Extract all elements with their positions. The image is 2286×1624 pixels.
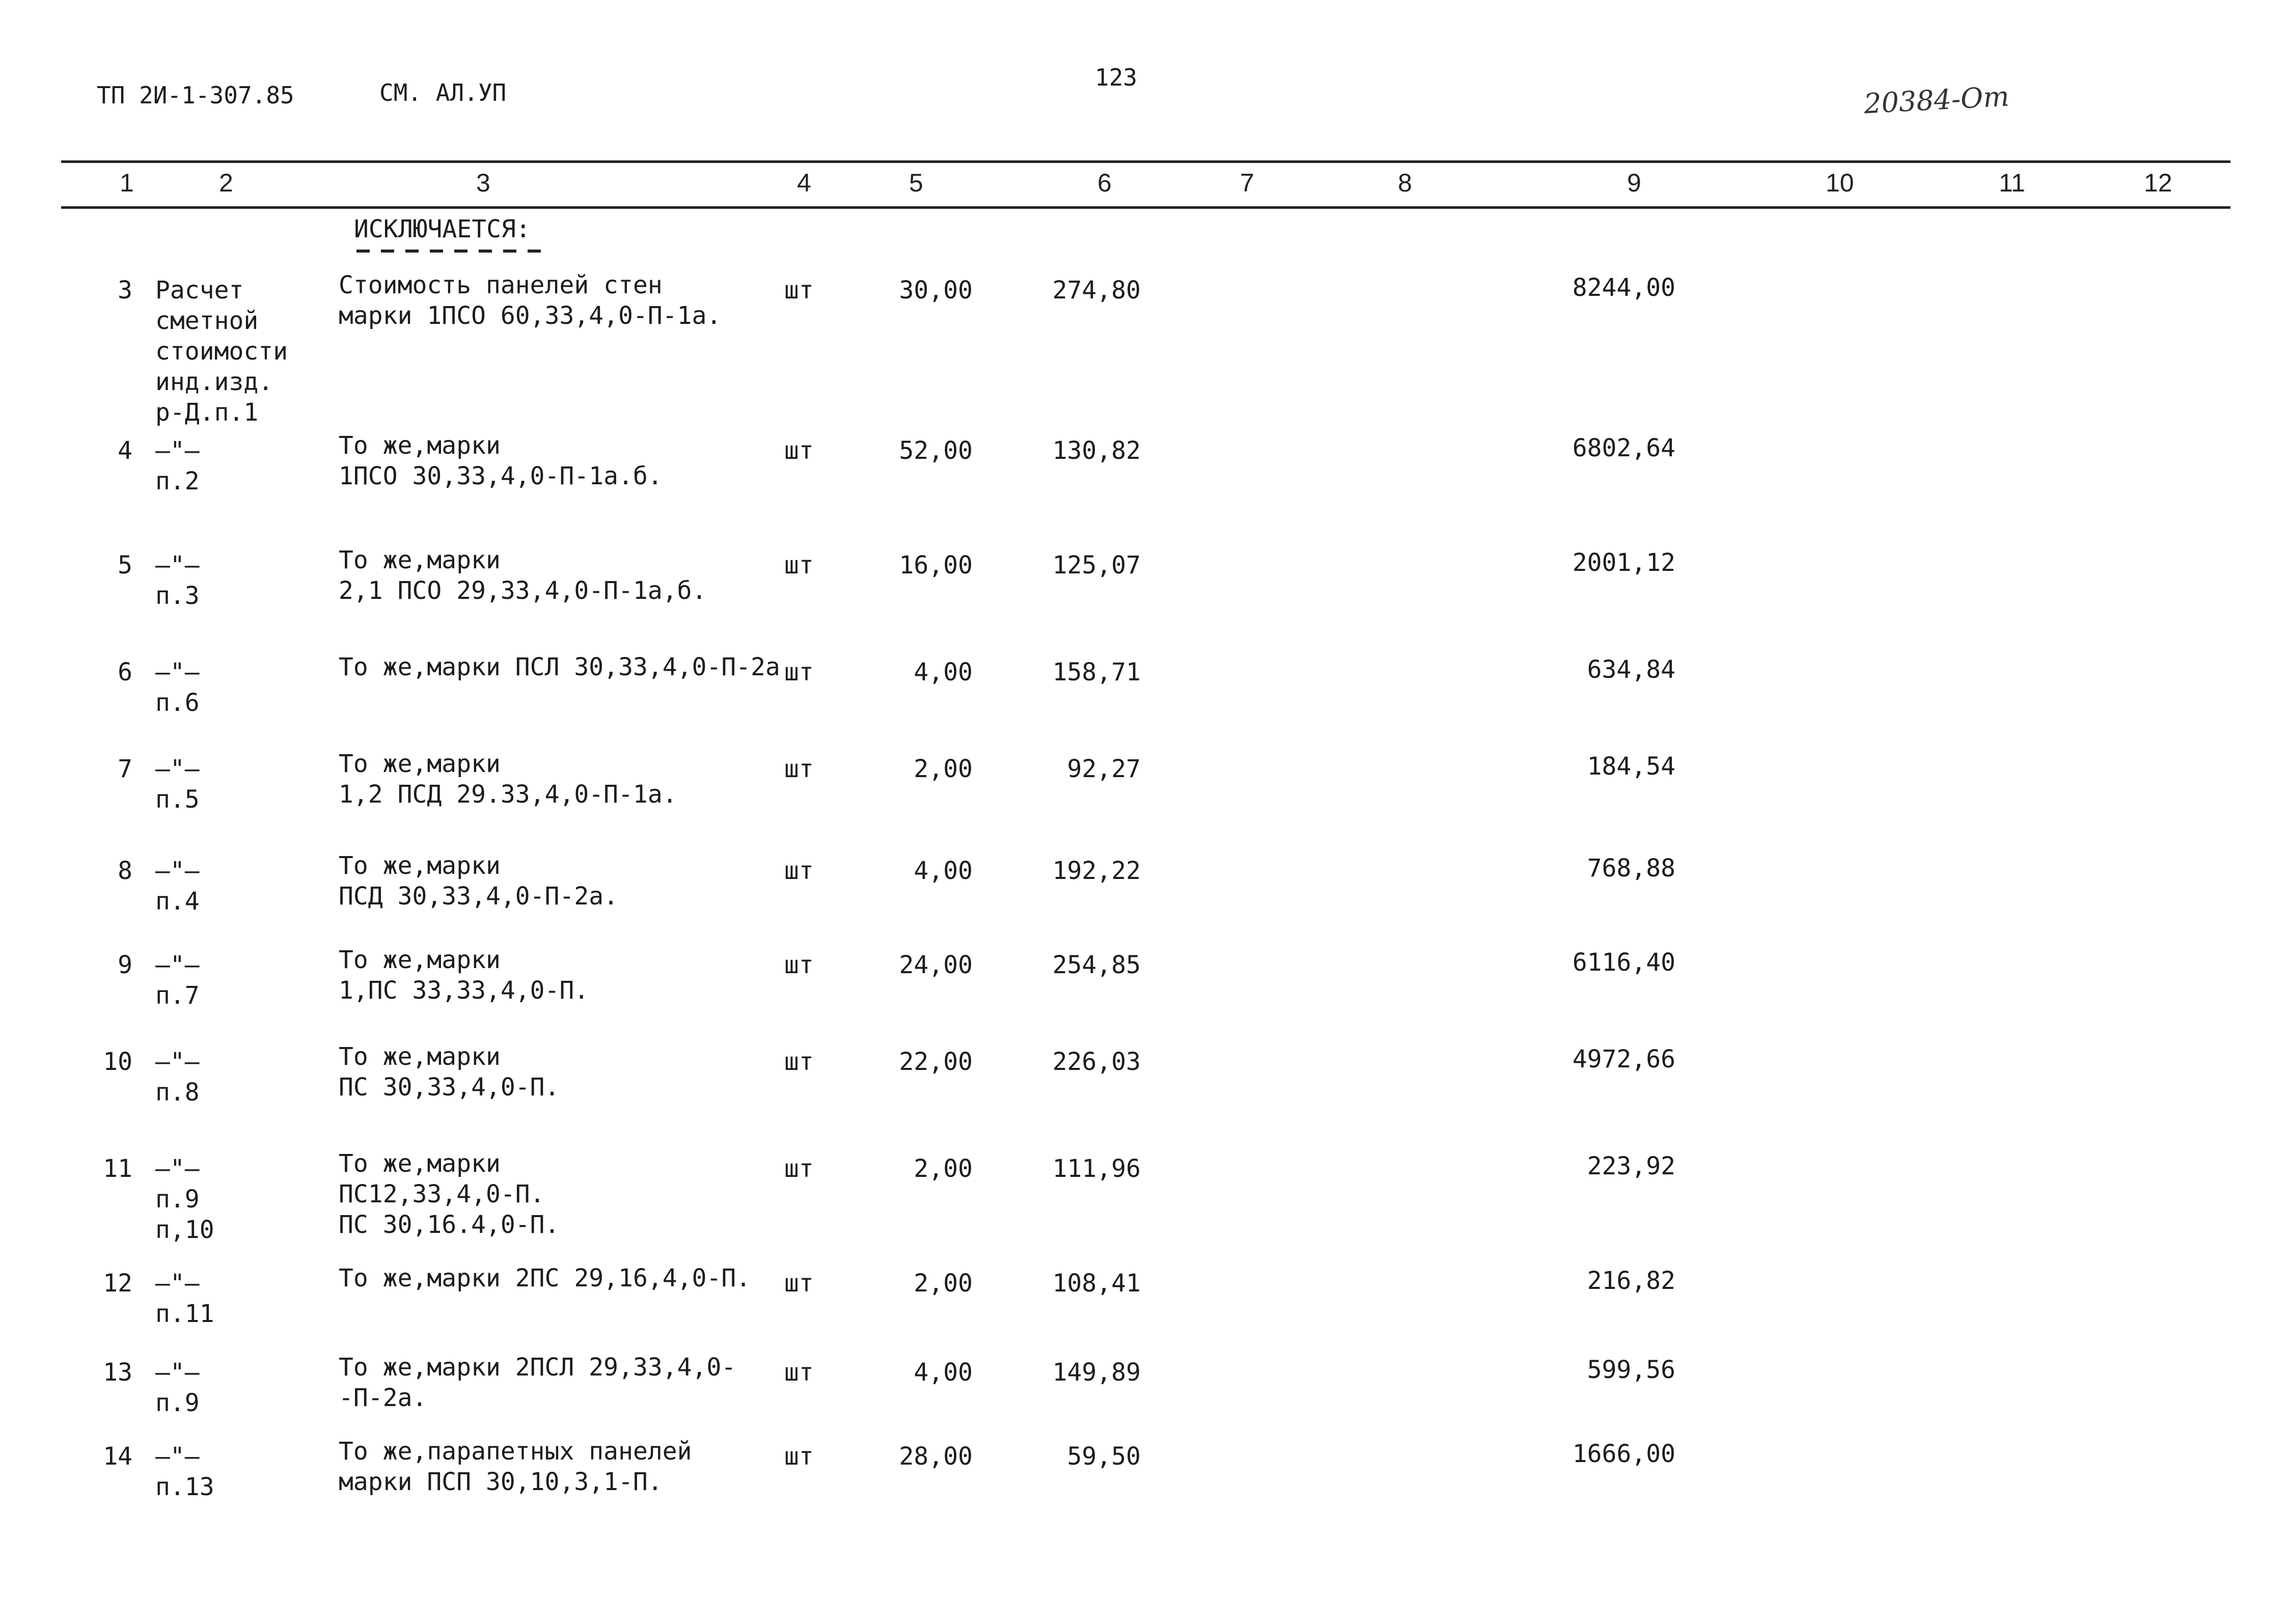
row-total: 634,84 [1587,655,1675,684]
row-unit-price: 92,27 [1067,755,1141,783]
column-header-11: 11 [1999,169,2025,197]
row-basis: —"— п.6 [155,658,200,717]
row-description: То же,марки 2,1 ПСО 29,33,4,0-П-1а,б. [339,546,707,605]
row-unit: шт [784,1358,814,1387]
row-total: 8244,00 [1572,273,1675,302]
row-number: 7 [118,755,132,783]
row-description: То же,марки ПСЛ 30,33,4,0-П-2а [339,653,780,681]
row-unit: шт [784,551,814,580]
row-basis: —"— п.2 [155,436,200,496]
row-unit-price: 111,96 [1052,1154,1141,1183]
row-unit: шт [784,1154,814,1183]
row-unit: шт [784,755,814,783]
column-header-5: 5 [909,169,923,197]
row-quantity: 2,00 [914,1269,973,1298]
row-total: 4972,66 [1572,1045,1675,1074]
row-description: То же,марки ПС12,33,4,0-П. ПС 30,16.4,0-П. [339,1149,560,1239]
row-description: То же,марки 1ПСО 30,33,4,0-П-1а.б. [339,431,663,490]
row-unit-price: 125,07 [1052,551,1141,580]
column-header-3: 3 [476,169,490,197]
column-header-1: 1 [120,169,134,197]
row-number: 5 [118,551,132,580]
row-quantity: 28,00 [899,1442,973,1471]
row-basis: —"— п.4 [155,857,200,916]
row-quantity: 2,00 [914,755,973,783]
row-quantity: 16,00 [899,551,973,580]
row-description: Стоимость панелей стен марки 1ПСО 60,33,4,0-П-1а. [339,271,722,330]
table-top-rule [61,160,2230,163]
row-basis: —"— п.3 [155,551,200,610]
row-basis: Расчет сметной стоимости инд.изд. р-Д.п.1 [155,276,288,427]
row-unit: шт [784,857,814,885]
handwritten-note: 20384-От [1863,80,2010,120]
row-number: 4 [118,436,132,465]
row-unit-price: 108,41 [1052,1269,1141,1298]
doc-reference: СМ. АЛ.УП [379,79,507,106]
row-unit-price: 226,03 [1052,1048,1141,1076]
row-description: То же,марки 2ПСЛ 29,33,4,0- -П-2а. [339,1353,736,1412]
row-quantity: 4,00 [914,857,973,885]
row-unit: шт [784,658,814,686]
row-total: 6802,64 [1572,434,1675,462]
section-label: ИСКЛЮЧАЕТСЯ: [354,215,531,243]
row-total: 768,88 [1587,854,1675,883]
row-total: 6116,40 [1572,948,1675,977]
row-basis: —"— п.9 [155,1358,200,1417]
row-unit: шт [784,436,814,465]
row-unit-price: 130,82 [1052,436,1141,465]
row-number: 11 [103,1154,132,1183]
row-total: 599,56 [1587,1356,1675,1384]
row-quantity: 22,00 [899,1048,973,1076]
row-number: 10 [103,1048,132,1076]
column-header-8: 8 [1398,169,1412,197]
row-basis: —"— п.5 [155,755,200,814]
row-number: 3 [118,276,132,305]
column-header-4: 4 [797,169,811,197]
row-quantity: 2,00 [914,1154,973,1183]
row-unit-price: 254,85 [1052,951,1141,979]
row-unit-price: 158,71 [1052,658,1141,686]
row-unit-price: 274,80 [1052,276,1141,305]
row-description: То же,марки 2ПС 29,16,4,0-П. [339,1264,751,1292]
row-number: 13 [103,1358,132,1387]
column-header-7: 7 [1240,169,1254,197]
row-unit-price: 192,22 [1052,857,1141,885]
row-number: 14 [103,1442,132,1471]
doc-code: ТП 2И-1-307.85 [97,81,294,109]
row-number: 8 [118,857,132,885]
row-total: 216,82 [1587,1267,1675,1295]
row-quantity: 24,00 [899,951,973,979]
row-unit: шт [784,1048,814,1076]
section-underline [356,250,547,253]
row-total: 2001,12 [1572,548,1675,577]
row-unit: шт [784,1269,814,1298]
row-basis: —"— п.8 [155,1048,200,1107]
column-header-10: 10 [1826,169,1854,197]
row-description: То же,марки ПСД 30,33,4,0-П-2а. [339,851,619,911]
row-total: 184,54 [1587,752,1675,781]
row-description: То же,марки 1,2 ПСД 29.33,4,0-П-1а. [339,750,677,809]
column-header-12: 12 [2144,169,2172,197]
row-quantity: 30,00 [899,276,973,305]
row-unit: шт [784,951,814,979]
column-header-9: 9 [1627,169,1641,197]
row-number: 9 [118,951,132,979]
row-quantity: 4,00 [914,658,973,686]
row-basis: —"— п.7 [155,951,200,1010]
row-basis: —"— п.9 п,10 [155,1154,214,1244]
row-description: То же,марки 1,ПС 33,33,4,0-П. [339,946,589,1005]
row-description: То же,марки ПС 30,33,4,0-П. [339,1042,560,1102]
row-number: 6 [118,658,132,686]
table-header-rule [61,206,2230,209]
row-unit-price: 59,50 [1067,1442,1141,1471]
column-header-2: 2 [219,169,233,197]
row-unit: шт [784,1442,814,1471]
page-number: 123 [1095,64,1138,91]
row-basis: —"— п.13 [155,1442,214,1501]
column-header-6: 6 [1097,169,1112,197]
row-number: 12 [103,1269,132,1298]
row-quantity: 52,00 [899,436,973,465]
row-total: 1666,00 [1572,1440,1675,1468]
row-quantity: 4,00 [914,1358,973,1387]
row-unit-price: 149,89 [1052,1358,1141,1387]
row-basis: —"— п.11 [155,1269,214,1328]
row-unit: шт [784,276,814,305]
row-description: То же,парапетных панелей марки ПСП 30,10,3,1-П. [339,1437,692,1496]
row-total: 223,92 [1587,1152,1675,1180]
